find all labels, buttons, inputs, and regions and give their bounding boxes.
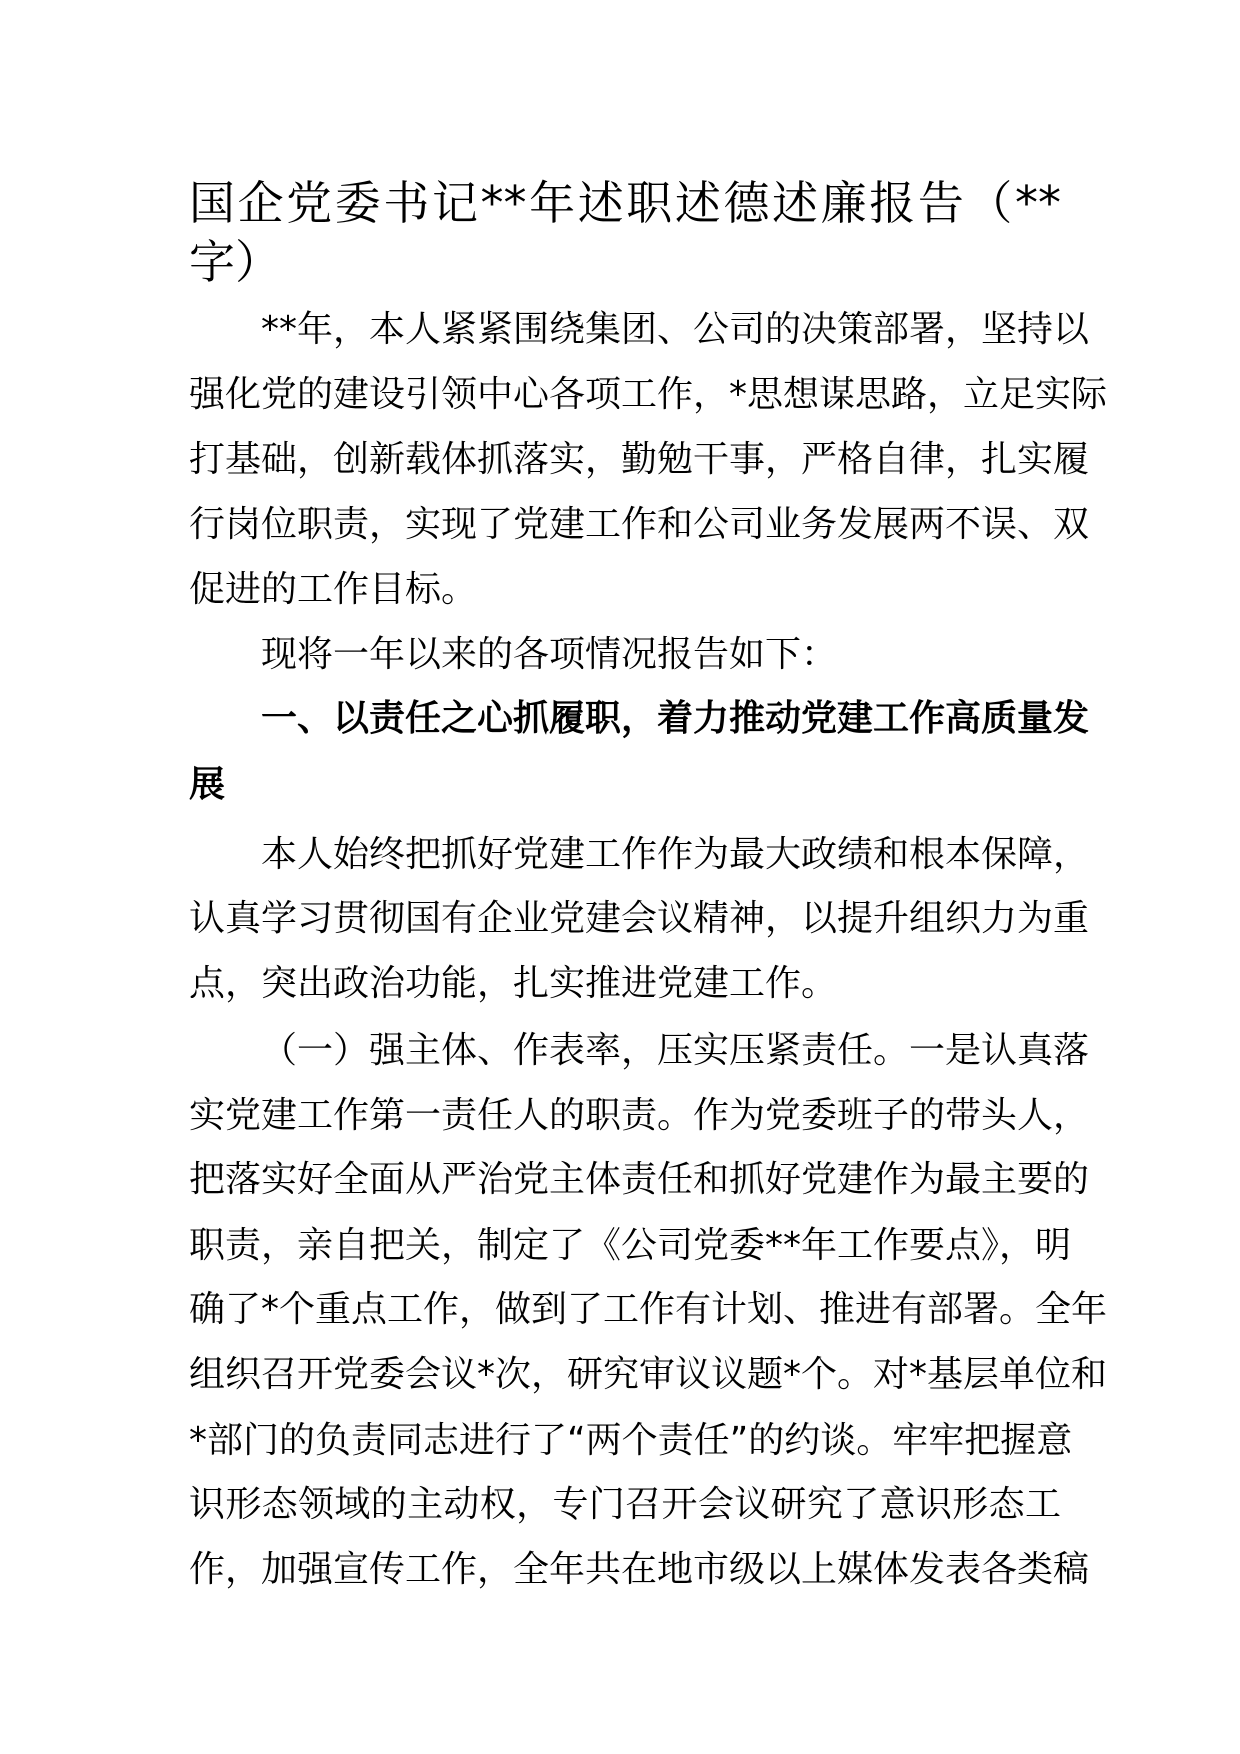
paragraph-line: 作，加强宣传工作，全年共在地市级以上媒体发表各类稿 — [189, 1549, 1090, 1590]
paragraph-line: 确了*个重点工作，做到了工作有计划、推进有部署。全年 — [189, 1289, 1108, 1330]
section-heading-line: 展 — [189, 764, 226, 805]
paragraph-line: 现将一年以来的各项情况报告如下： — [261, 634, 838, 675]
paragraph-line: 认真学习贯彻国有企业党建会议精神，以提升组织力为重 — [189, 898, 1090, 939]
paragraph-line: 本人始终把抓好党建工作作为最大政绩和根本保障， — [261, 834, 1090, 875]
paragraph-line: 点，突出政治功能，扎实推进党建工作。 — [189, 963, 838, 1004]
paragraph-line: 实党建工作第一责任人的职责。作为党委班子的带头人， — [189, 1095, 1090, 1136]
paragraph-line: 职责，亲自把关，制定了《公司党委**年工作要点》，明 — [189, 1225, 1072, 1266]
paragraph-line: 行岗位职责，实现了党建工作和公司业务发展两不误、双 — [189, 504, 1090, 545]
document-title-line-1: 国企党委书记**年述职述德述廉报告（** — [189, 176, 1061, 230]
paragraph-line: 打基础，创新载体抓落实，勤勉干事，严格自律，扎实履 — [189, 439, 1090, 480]
paragraph-line: 识形态领域的主动权，专门召开会议研究了意识形态工 — [189, 1484, 1061, 1525]
paragraph-line: *部门的负责同志进行了“两个责任”的约谈。牢牢把握意 — [189, 1420, 1073, 1461]
section-heading-line: 一、以责任之心抓履职，着力推动党建工作高质量发 — [261, 698, 1090, 739]
document-title-line-2: 字） — [189, 235, 281, 289]
paragraph-line: 把落实好全面从严治党主体责任和抓好党建作为最主要的 — [189, 1159, 1090, 1200]
paragraph-line: 组织召开党委会议*次，研究审议议题*个。对*基层单位和 — [189, 1354, 1108, 1395]
paragraph-line: （一）强主体、作表率，压实压紧责任。一是认真落 — [261, 1030, 1090, 1071]
paragraph-line: 强化党的建设引领中心各项工作，*思想谋思路，立足实际 — [189, 374, 1108, 415]
paragraph-line: 促进的工作目标。 — [189, 569, 478, 610]
paragraph-line: **年，本人紧紧围绕集团、公司的决策部署，坚持以 — [261, 309, 1090, 350]
